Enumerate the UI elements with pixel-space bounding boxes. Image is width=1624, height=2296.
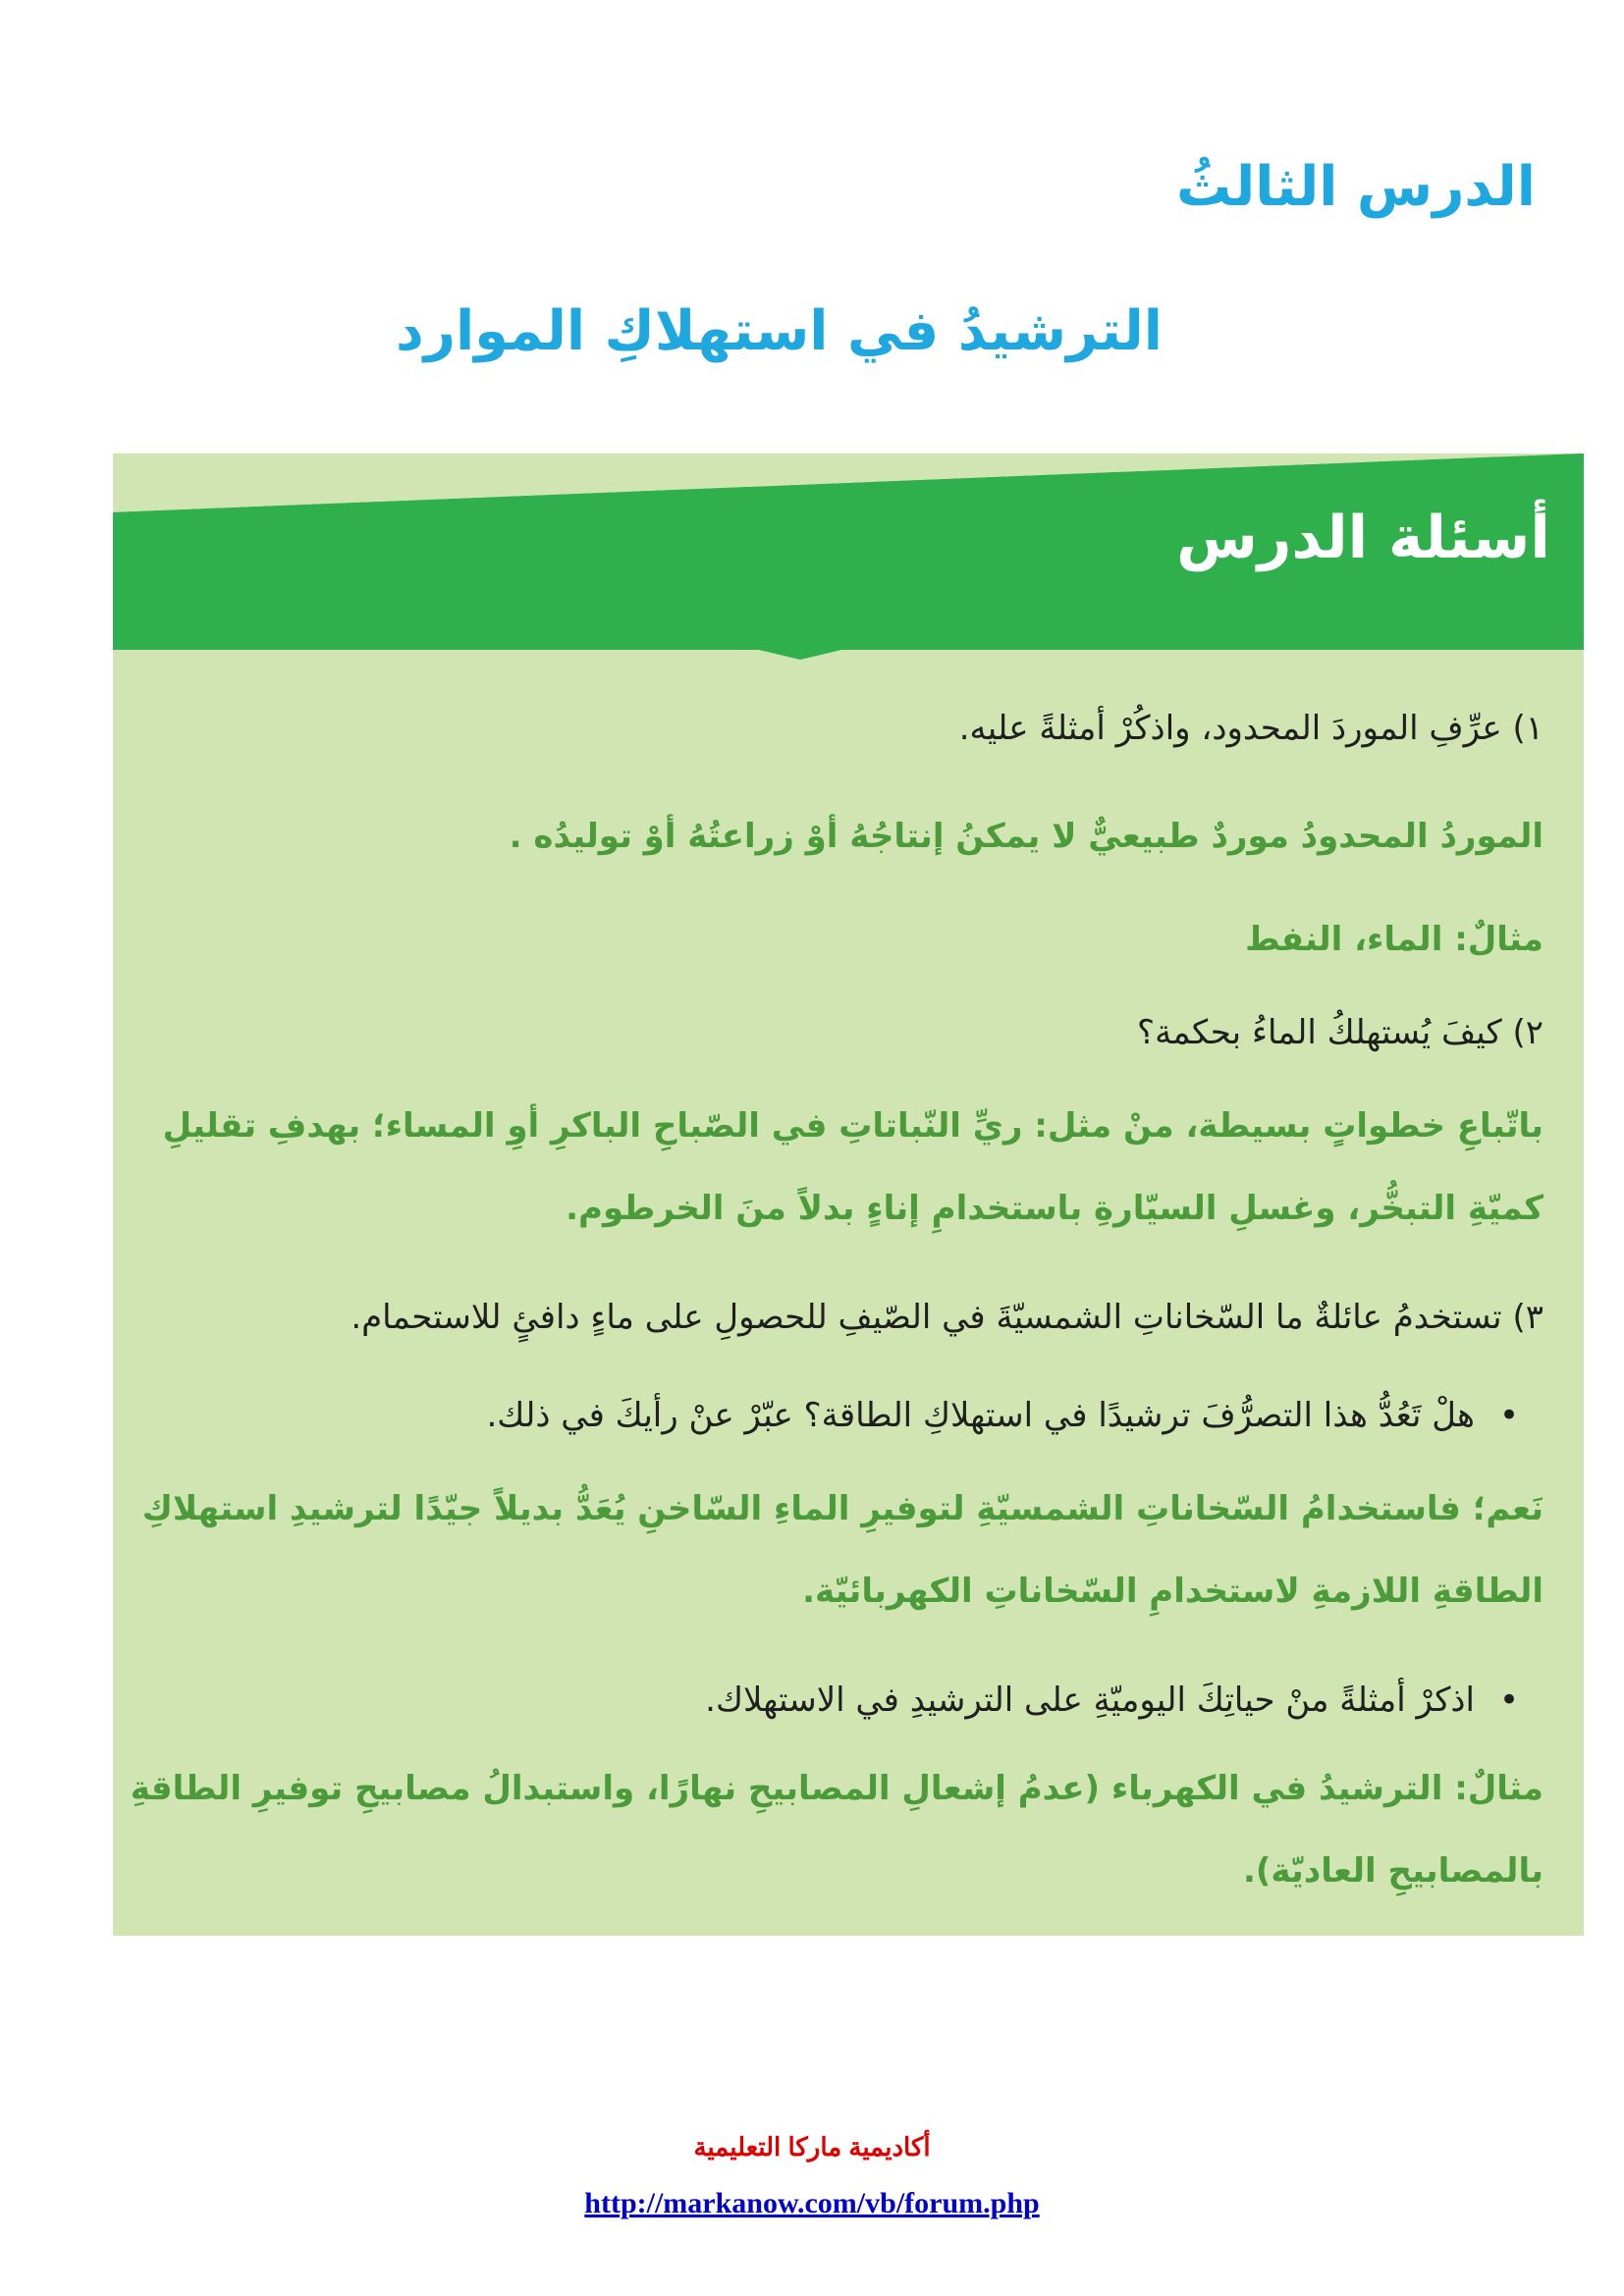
answer-3b: مثالٌ: الترشيدُ في الكهرباء (عدمُ إشعالِ المصابيحِ نهارًا، واستبدالُ مصابيحِ توفيرِ الطاقةِ بالمصابيحِ العاديّة). [130, 1769, 1543, 1891]
bullet-question-2-text: اذكرْ أمثلةً منْ حياتِكَ اليوميّةِ على الترشيدِ في الاستهلاك. [705, 1681, 1475, 1720]
lesson-number: الدرس الثالثُ [1176, 155, 1536, 219]
answer-3a: نَعم؛ فاستخدامُ السّخاناتِ الشمسيّةِ لتوفيرِ الماءِ السّاخنِ يُعَدُّ بديلاً جيّدًا لترشيدِ استهلاكِ الطاقةِ اللازمةِ لاستخدامِ السّخاناتِ الكهربائيّة. [141, 1489, 1543, 1611]
lesson-title: الترشيدُ في استهلاكِ الموارد [396, 299, 1163, 363]
bullet-question-1 [115, 1374, 1543, 1457]
answer-2: باتّباعِ خطواتٍ بسيطة، منْ مثل: ريِّ النّباتاتِ في الصّباحِ الباكرِ أوِ المساء؛ بهدفِ تقليلِ كميّةِ التبخُّر، وغسلِ السيّارةِ باستخدامِ إناءٍ بدلاً منَ الخرطوم. [162, 1106, 1543, 1228]
bullet-icon: • [1498, 1681, 1520, 1720]
footer-academy-name: أكاديمية ماركا التعليمية [693, 2132, 931, 2162]
answer-1-example: مثالٌ: الماء، النفط [1245, 920, 1543, 959]
question-3: ٣) تستخدمُ عائلةٌ ما السّخاناتِ الشمسيّةَ في الصّيفِ للحصولِ على ماءٍ دافئٍ للاستحمام. [351, 1298, 1543, 1337]
question-2: ٢) كيفَ يُستهلكُ الماءُ بحكمة؟ [1137, 1013, 1543, 1052]
footer-forum-link[interactable]: http://markanow.com/vb/forum.php [584, 2187, 1040, 2219]
section-heading: أسئلة الدرس [1176, 504, 1550, 572]
bullet-icon: • [1498, 1396, 1520, 1435]
question-1: ١) عرِّفِ الموردَ المحدود، واذكُرْ أمثلةً عليه. [958, 709, 1543, 748]
bullet-question-1-text: هلْ تَعُدُّ هذا التصرُّفَ ترشيدًا في استهلاكِ الطاقة؟ عبّرْ عنْ رأيكَ في ذلك. [486, 1396, 1475, 1435]
bullet-question-2 [115, 1659, 1543, 1741]
answer-1-definition: الموردُ المحدودُ موردٌ طبيعيٌّ لا يمكنُ إنتاجُهُ أوْ زراعتُهُ أوْ توليدُه . [509, 817, 1543, 856]
